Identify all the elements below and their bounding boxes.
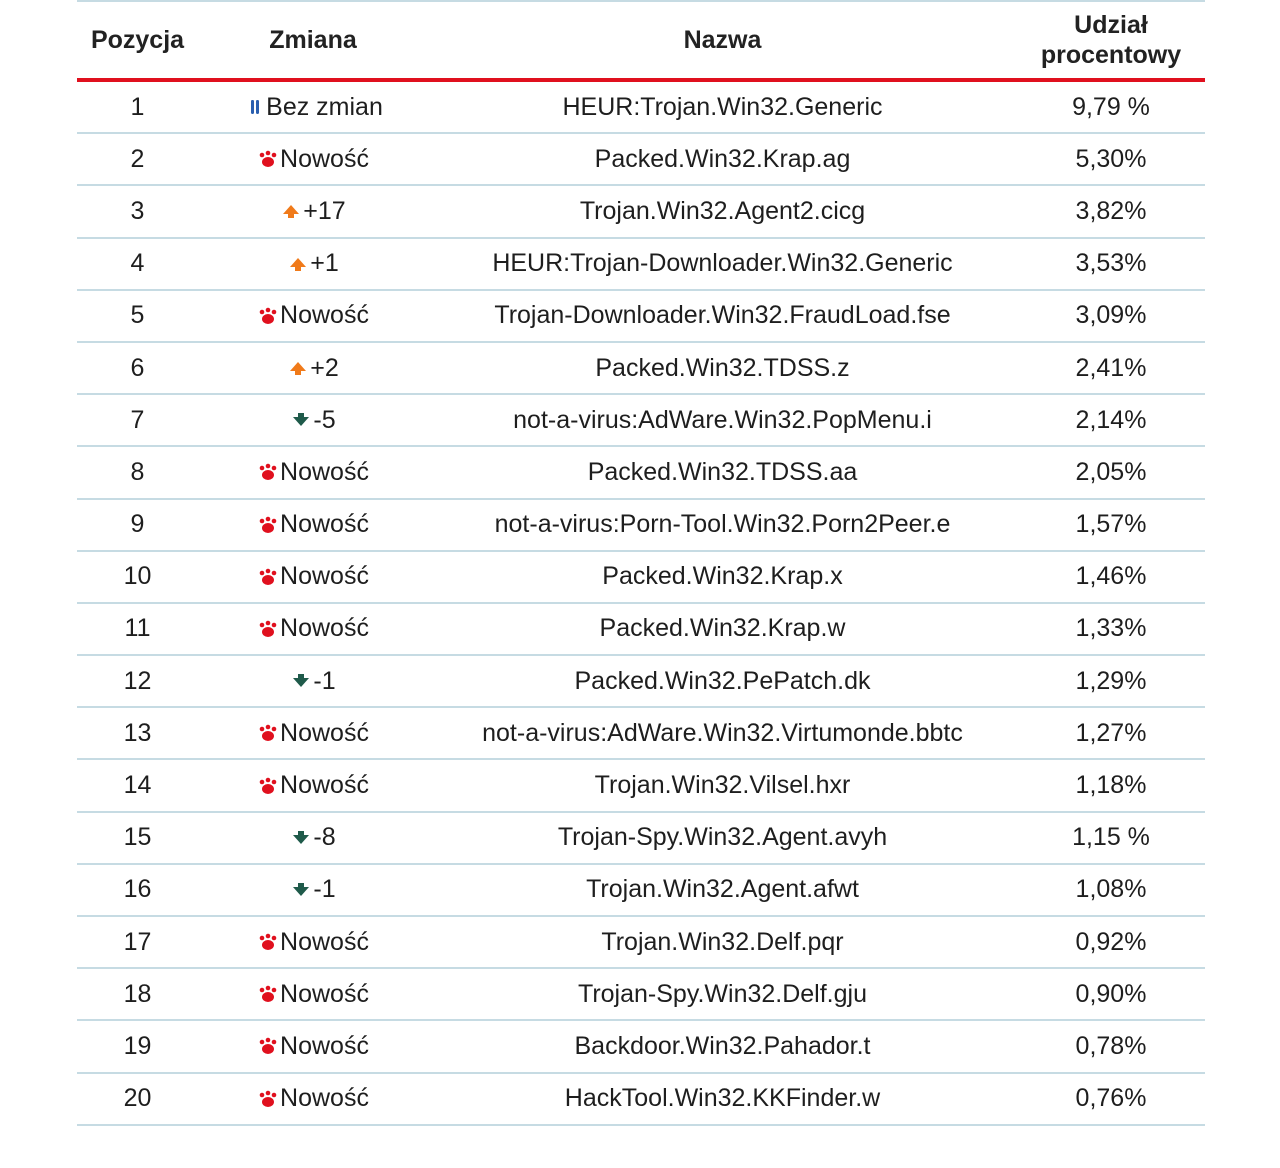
malware-name-cell: not-a-virus:AdWare.Win32.Virtumonde.bbtc [482, 718, 963, 747]
change-label: +2 [310, 353, 339, 382]
share-cell: 2,14% [1075, 405, 1147, 434]
share-cell: 2,05% [1075, 457, 1147, 486]
paw-print-icon [257, 985, 279, 1003]
position-cell: 8 [130, 457, 145, 486]
malware-name-cell: Packed.Win32.TDSS.aa [587, 457, 858, 486]
arrow-down-icon [290, 881, 312, 899]
table-row [77, 917, 1205, 969]
change-cell [198, 823, 428, 852]
pause-bars-icon [243, 98, 265, 116]
position-cell: 18 [123, 979, 152, 1008]
position-cell: 17 [123, 927, 152, 956]
table-row [77, 760, 1205, 812]
position-cell: 11 [124, 614, 151, 643]
table-row [77, 656, 1205, 708]
header-position: Pozycja [90, 26, 185, 54]
change-label: +1 [310, 249, 339, 278]
share-cell: 3,53% [1075, 249, 1147, 278]
position-cell: 10 [123, 562, 152, 591]
change-label: Nowość [280, 457, 369, 486]
share-cell: 1,18% [1075, 771, 1147, 800]
malware-name-cell: not-a-virus:Porn-Tool.Win32.Porn2Peer.e [494, 510, 951, 539]
position-cell: 14 [123, 771, 152, 800]
change-cell [198, 354, 428, 383]
change-cell [198, 928, 428, 957]
position-cell: 19 [123, 1031, 152, 1060]
share-cell: 1,46% [1075, 562, 1147, 591]
change-cell [198, 1084, 428, 1113]
change-label: -5 [313, 405, 336, 434]
share-cell: 0,90% [1075, 979, 1147, 1008]
table-body [77, 82, 1205, 1126]
position-cell: 2 [130, 144, 145, 173]
change-cell [198, 145, 428, 174]
change-label: Nowość [280, 144, 369, 173]
table-row [77, 186, 1205, 238]
share-cell: 1,27% [1075, 718, 1147, 747]
change-label: Nowość [280, 562, 369, 591]
position-cell: 15 [123, 823, 152, 852]
position-cell: 4 [130, 249, 145, 278]
position-cell: 3 [130, 196, 145, 225]
paw-print-icon [257, 150, 279, 168]
paw-print-icon [257, 516, 279, 534]
table-row [77, 395, 1205, 447]
malware-name-cell: Packed.Win32.Krap.ag [594, 144, 851, 173]
paw-print-icon [257, 620, 279, 638]
share-cell: 0,92% [1075, 927, 1147, 956]
share-cell: 1,57% [1075, 510, 1147, 539]
change-cell [198, 510, 428, 539]
table-row [77, 708, 1205, 760]
arrow-up-icon [287, 255, 309, 273]
share-cell: 1,33% [1075, 614, 1147, 643]
table-row [77, 447, 1205, 499]
arrow-up-icon [280, 202, 302, 220]
share-cell: 3,09% [1075, 301, 1147, 330]
share-cell: 0,78% [1075, 1031, 1147, 1060]
paw-print-icon [257, 724, 279, 742]
change-cell [198, 614, 428, 643]
change-cell [198, 93, 428, 122]
change-cell [198, 667, 428, 696]
change-label: +17 [303, 196, 346, 225]
change-cell [198, 771, 428, 800]
paw-print-icon [257, 568, 279, 586]
change-cell [198, 197, 428, 226]
table-row [77, 865, 1205, 917]
change-cell [198, 458, 428, 487]
ranking-table [77, 0, 1205, 1126]
table-row [77, 239, 1205, 291]
share-cell: 2,41% [1075, 353, 1147, 382]
share-cell: 5,30% [1075, 144, 1147, 173]
position-cell: 9 [130, 510, 145, 539]
paw-print-icon [257, 777, 279, 795]
malware-name-cell: Trojan-Spy.Win32.Delf.gju [577, 979, 867, 1008]
share-cell: 1,29% [1075, 666, 1147, 695]
arrow-down-icon [290, 411, 312, 429]
arrow-up-icon [287, 359, 309, 377]
change-label: -1 [313, 875, 336, 904]
table-row [77, 552, 1205, 604]
change-cell [198, 1032, 428, 1061]
change-cell [198, 719, 428, 748]
change-cell [198, 562, 428, 591]
position-cell: 1 [130, 92, 145, 121]
table-header [77, 2, 1205, 82]
change-label: Nowość [280, 927, 369, 956]
change-label: Nowość [280, 771, 369, 800]
change-label: -8 [313, 823, 336, 852]
share-cell: 0,76% [1075, 1084, 1147, 1113]
position-cell: 16 [123, 875, 152, 904]
position-cell: 6 [130, 353, 145, 382]
table-row [77, 604, 1205, 656]
change-label: Nowość [280, 510, 369, 539]
change-label: Nowość [280, 1031, 369, 1060]
arrow-down-icon [290, 829, 312, 847]
table-row [77, 1021, 1205, 1073]
position-cell: 12 [123, 666, 152, 695]
change-cell [198, 875, 428, 904]
header-name: Nazwa [683, 26, 762, 54]
table-row [77, 291, 1205, 343]
position-cell: 5 [130, 301, 145, 330]
share-cell: 1,08% [1075, 875, 1147, 904]
malware-name-cell: Packed.Win32.TDSS.z [595, 353, 850, 382]
malware-name-cell: Packed.Win32.Krap.x [602, 562, 843, 591]
change-label: Nowość [280, 1084, 369, 1113]
table-row [77, 82, 1205, 134]
header-change: Zmiana [269, 26, 357, 54]
change-cell [198, 980, 428, 1009]
table-row [77, 500, 1205, 552]
malware-name-cell: Trojan.Win32.Vilsel.hxr [594, 771, 851, 800]
table-row [77, 1074, 1205, 1126]
paw-print-icon [257, 307, 279, 325]
change-label: -1 [313, 666, 336, 695]
malware-name-cell: Trojan.Win32.Agent.afwt [586, 875, 859, 904]
change-label: Nowość [280, 979, 369, 1008]
share-cell: 3,82% [1075, 196, 1147, 225]
change-label: Bez zmian [266, 92, 383, 121]
paw-print-icon [257, 933, 279, 951]
malware-name-cell: HackTool.Win32.KKFinder.w [564, 1084, 881, 1113]
paw-print-icon [257, 1037, 279, 1055]
share-cell: 1,15 % [1072, 823, 1150, 852]
change-label: Nowość [280, 718, 369, 747]
malware-name-cell: Packed.Win32.PePatch.dk [574, 666, 871, 695]
malware-name-cell: not-a-virus:AdWare.Win32.PopMenu.i [513, 405, 932, 434]
change-label: Nowość [280, 301, 369, 330]
malware-name-cell: HEUR:Trojan-Downloader.Win32.Generic [492, 249, 953, 278]
position-cell: 13 [123, 718, 152, 747]
table-row [77, 969, 1205, 1021]
paw-print-icon [257, 1090, 279, 1108]
share-cell: 9,79 % [1072, 92, 1150, 121]
table-row [77, 134, 1205, 186]
table-row [77, 343, 1205, 395]
change-cell [198, 406, 428, 435]
malware-name-cell: Trojan-Spy.Win32.Agent.avyh [557, 823, 888, 852]
change-cell [198, 301, 428, 330]
header-share: Udział procentowy [1040, 11, 1182, 69]
table-row [77, 813, 1205, 865]
malware-name-cell: Trojan-Downloader.Win32.FraudLoad.fse [494, 301, 951, 330]
malware-name-cell: Trojan.Win32.Delf.pqr [601, 927, 844, 956]
arrow-down-icon [290, 672, 312, 690]
malware-name-cell: Trojan.Win32.Agent2.cicg [579, 196, 866, 225]
position-cell: 7 [130, 405, 145, 434]
malware-name-cell: HEUR:Trojan.Win32.Generic [562, 92, 883, 121]
paw-print-icon [257, 463, 279, 481]
position-cell: 20 [123, 1084, 152, 1113]
malware-name-cell: Backdoor.Win32.Pahador.t [574, 1031, 871, 1060]
change-cell [198, 249, 428, 278]
malware-name-cell: Packed.Win32.Krap.w [599, 614, 846, 643]
change-label: Nowość [280, 614, 369, 643]
